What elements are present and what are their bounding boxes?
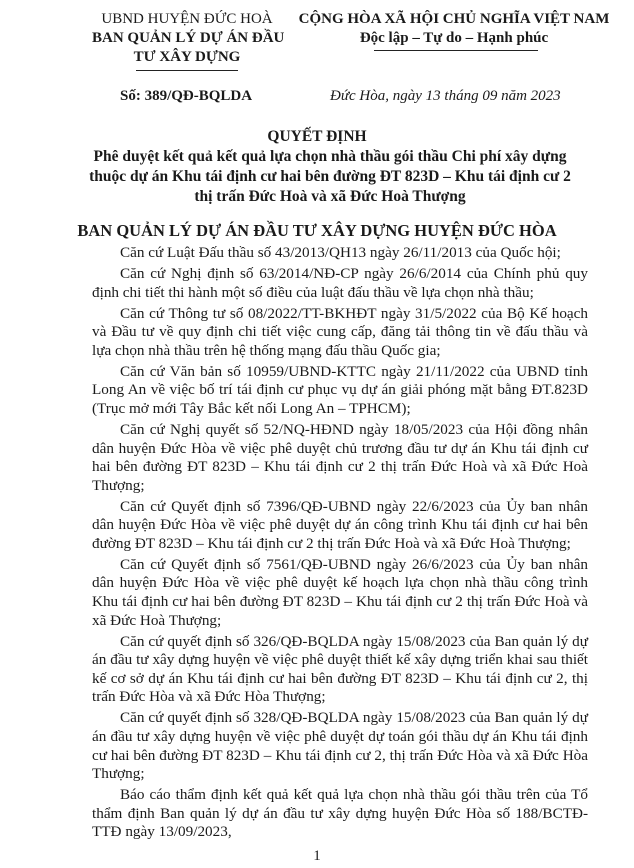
motto-underline [374,50,538,51]
paragraph: Căn cứ Luật Đấu thầu số 43/2013/QH13 ngày 26/11/2013 của Quốc hội; [120,244,561,261]
national-motto: Độc lập – Tự do – Hạnh phúc [359,30,549,46]
issuing-agency-header [92,10,285,67]
paragraph: Căn cứ quyết định số 328/QĐ-BQLDA ngày 15/08/2023 của Ban quản lý dự án đầu tư xây dựng huyện về việc phê duyệt dự toán gói thầu dự án Khu tái định cư hai bên đường ĐT 823D – Khu tái định cư 2, thị trấn Đức Hòa và xã Đức Hòa Thượng; [92,709,588,783]
national-header [284,10,624,48]
agency-name-line2: TƯ XÂY DỰNG [133,49,241,65]
agency-name-line1: BAN QUẢN LÝ DỰ ÁN ĐẦU [92,30,285,46]
country-name: CỘNG HÒA XÃ HỘI CHỦ NGHĨA VIỆT NAM [298,11,610,27]
agency-underline [136,70,238,71]
paragraph: Căn cứ quyết định số 326/QĐ-BQLDA ngày 15/08/2023 của Ban quản lý dự án đầu tư xây dựng huyện về việc phê duyệt thiết kế xây dựng triển khai sau thiết kế cơ sở dự án Khu tái định cư hai bên đường ĐT 823D – Khu tái định cư 2, thị trấn Đức Hòa và xã Đức Hòa Thượng; [92,632,588,706]
paragraph: Căn cứ Văn bản số 10959/UBND-KTTC ngày 21/11/2022 của UBND tỉnh Long An về việc bố trí tái định cư phục vụ dự án giải phóng mặt bằng ĐT.823D (Trục mở mới Tây Bắc kết nối Long An – TPHCM); [92,362,588,417]
paragraph: Báo cáo thẩm định kết quả kết quả lựa chọn nhà thầu gói thầu trên của Tổ thẩm định Ban quản lý dự án đầu tư xây dựng huyện Đức Hòa số 188/BCTĐ-TTĐ ngày 13/09/2023, [92,786,588,841]
document-body [92,244,588,844]
decision-agency: BAN QUẢN LÝ DỰ ÁN ĐẦU TƯ XÂY DỰNG HUYỆN ĐỨC HÒA [77,221,557,240]
paragraph: Căn cứ Quyết định số 7396/QĐ-UBND ngày 22/6/2023 của Ủy ban nhân dân huyện Đức Hòa về việc phê duyệt dự án công trình Khu tái định cư hai bên đường ĐT 823D – Khu tái định cư 2 thị trấn Đức Hoà và xã Đức Hoà Thượng; [92,497,588,552]
district-name: UBND HUYỆN ĐỨC HOÀ [101,11,273,27]
document-number: Số: 389/QĐ-BQLDA [120,88,253,104]
document-date: Đức Hòa, ngày 13 tháng 09 năm 2023 [330,88,561,104]
paragraph: Căn cứ Nghị quyết số 52/NQ-HĐND ngày 18/05/2023 của Hội đồng nhân dân huyện Đức Hòa về việc phê duyệt chủ trương đầu tư dự án Khu tái định cư hai bên đường ĐT 823D – Khu tái định cư 2 thị trấn Đức Hoà và xã Đức Hoà Thượng; [92,420,588,494]
paragraph: Căn cứ Thông tư số 08/2022/TT-BKHĐT ngày 31/5/2022 của Bộ Kế hoạch và Đầu tư về quy định chi tiết việc cung cấp, đăng tải thông tin về đấu thầu và lựa chọn nhà thầu trên hệ thống mạng đấu thầu Quốc gia; [92,304,588,359]
document-subtitle: Phê duyệt kết quả kết quả lựa chọn nhà thầu gói thầu Chi phí xây dựng thuộc dự án Khu tái định cư hai bên đường ĐT 823D – Khu tái định cư 2 thị trấn Đức Hoà và xã Đức Hoà Thượng [89,148,571,205]
document-title: QUYẾT ĐỊNH [267,128,367,145]
page-number: 1 [313,848,321,864]
paragraph: Căn cứ Nghị định số 63/2014/NĐ-CP ngày 26/6/2014 của Chính phủ quy định chi tiết thi hành một số điều của luật đấu thầu về lựa chọn nhà thầu; [92,264,588,301]
paragraph: Căn cứ Quyết định số 7561/QĐ-UBND ngày 26/6/2023 của Ủy ban nhân dân huyện Đức Hòa về việc phê duyệt kế hoạch lựa chọn nhà thầu công trình Khu tái định cư hai bên đường ĐT 823D – Khu tái định cư 2 thị trấn Đức Hoà và xã Đức Hoà Thượng; [92,555,588,629]
